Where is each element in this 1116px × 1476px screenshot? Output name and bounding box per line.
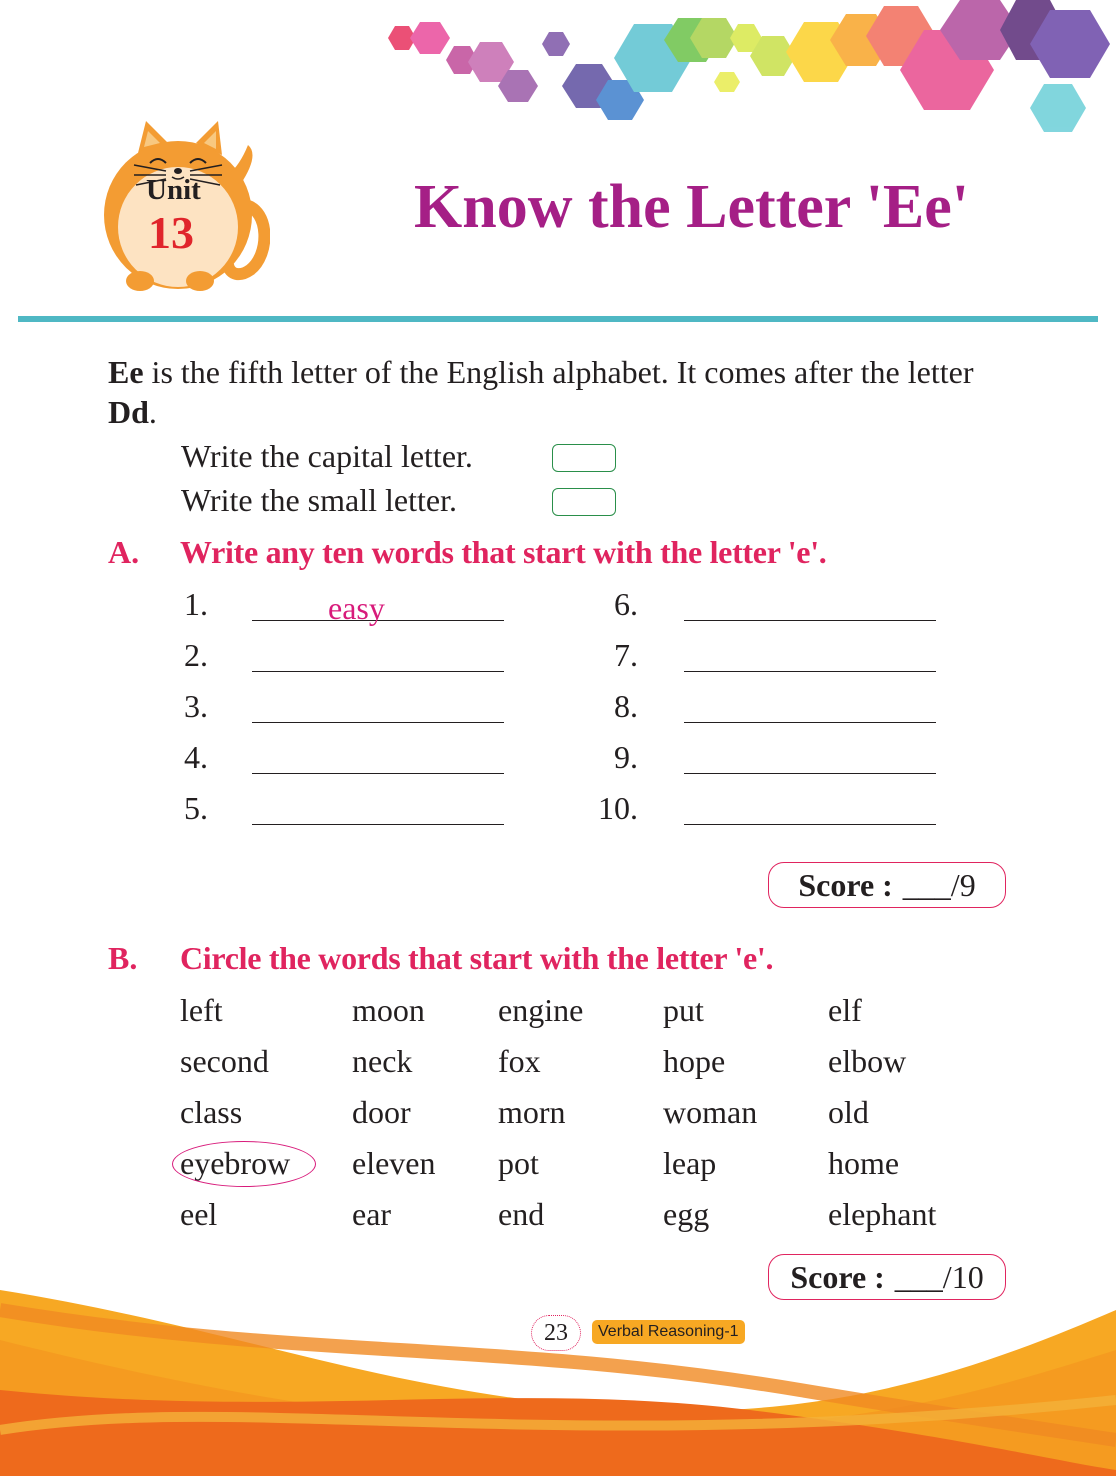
capital-letter-box[interactable] xyxy=(552,444,616,472)
word-option[interactable]: door xyxy=(352,1094,411,1130)
score-label: Score : xyxy=(790,1258,885,1295)
small-letter-box[interactable] xyxy=(552,488,616,516)
word-option[interactable]: fox xyxy=(498,1043,541,1079)
answer-line[interactable] xyxy=(684,620,936,621)
word-option[interactable]: left xyxy=(180,992,223,1028)
word-option[interactable]: elephant xyxy=(828,1196,937,1232)
section-a-letter: A. xyxy=(108,534,140,570)
word-option[interactable]: put xyxy=(663,992,704,1028)
circle-mark xyxy=(172,1141,316,1187)
book-title-badge: Verbal Reasoning-1 xyxy=(592,1320,745,1344)
answer-line[interactable] xyxy=(252,773,504,774)
score-box-a xyxy=(768,862,1006,908)
word-option[interactable]: morn xyxy=(498,1094,566,1130)
item-number: 7. xyxy=(614,637,638,673)
item-number: 2. xyxy=(184,637,208,673)
word-option[interactable]: eleven xyxy=(352,1145,436,1181)
word-option[interactable]: end xyxy=(498,1196,545,1232)
word-option[interactable]: hope xyxy=(663,1043,726,1079)
section-a-title: Write any ten words that start with the letter 'e'. xyxy=(180,534,827,570)
intro-text-a: is the fifth letter of the English alphabet. It comes after the letter xyxy=(143,354,974,390)
word-option[interactable]: elbow xyxy=(828,1043,907,1079)
score-label: Score : xyxy=(798,866,893,903)
wave-decoration xyxy=(0,1270,1116,1476)
word-option[interactable]: leap xyxy=(663,1145,717,1181)
item-number: 6. xyxy=(614,586,638,622)
answer-line[interactable] xyxy=(252,824,504,825)
instruction-small: Write the small letter. xyxy=(181,482,457,518)
word-option[interactable]: neck xyxy=(352,1043,413,1079)
answer-line[interactable] xyxy=(684,722,936,723)
item-number: 8. xyxy=(614,688,638,724)
intro-text-b: . xyxy=(148,394,157,430)
answer-line[interactable] xyxy=(252,722,504,723)
intro-letter: Ee xyxy=(108,354,144,390)
item-number: 9. xyxy=(614,739,638,775)
word-option[interactable]: class xyxy=(180,1094,243,1130)
answer-line[interactable] xyxy=(252,671,504,672)
word-option[interactable]: second xyxy=(180,1043,269,1079)
word-option[interactable]: engine xyxy=(498,992,584,1028)
answer-line[interactable] xyxy=(684,671,936,672)
unit-label: Unit xyxy=(146,174,201,206)
unit-number: 13 xyxy=(148,207,194,258)
item-number: 3. xyxy=(184,688,208,724)
item-number: 5. xyxy=(184,790,208,826)
page-number: 23 xyxy=(531,1315,581,1351)
answer-line[interactable] xyxy=(684,824,936,825)
section-b-title: Circle the words that start with the letter 'e'. xyxy=(180,940,774,976)
word-option[interactable]: eel xyxy=(180,1196,218,1232)
section-b-letter: B. xyxy=(108,940,138,976)
score-value: ___/10 xyxy=(894,1258,984,1295)
answer-line[interactable] xyxy=(684,773,936,774)
intro-paragraph xyxy=(108,352,1028,432)
page-title: Know the Letter 'Ee' xyxy=(414,173,970,241)
word-option[interactable]: woman xyxy=(663,1094,758,1130)
instruction-capital: Write the capital letter. xyxy=(181,438,473,474)
word-option[interactable]: pot xyxy=(498,1145,539,1181)
intro-prev-letter: Dd xyxy=(108,394,149,430)
word-option[interactable]: elf xyxy=(828,992,862,1028)
divider xyxy=(18,316,1098,322)
word-option[interactable]: eyebrow xyxy=(180,1145,291,1181)
score-value: ___/9 xyxy=(902,866,976,903)
word-option[interactable]: home xyxy=(828,1145,900,1181)
word-option[interactable]: old xyxy=(828,1094,869,1130)
answer-text: easy xyxy=(328,590,385,626)
word-option[interactable]: egg xyxy=(663,1196,710,1232)
item-number: 1. xyxy=(184,586,208,622)
item-number: 10. xyxy=(598,790,638,826)
item-number: 4. xyxy=(184,739,208,775)
word-option[interactable]: moon xyxy=(352,992,425,1028)
word-option[interactable]: ear xyxy=(352,1196,392,1232)
